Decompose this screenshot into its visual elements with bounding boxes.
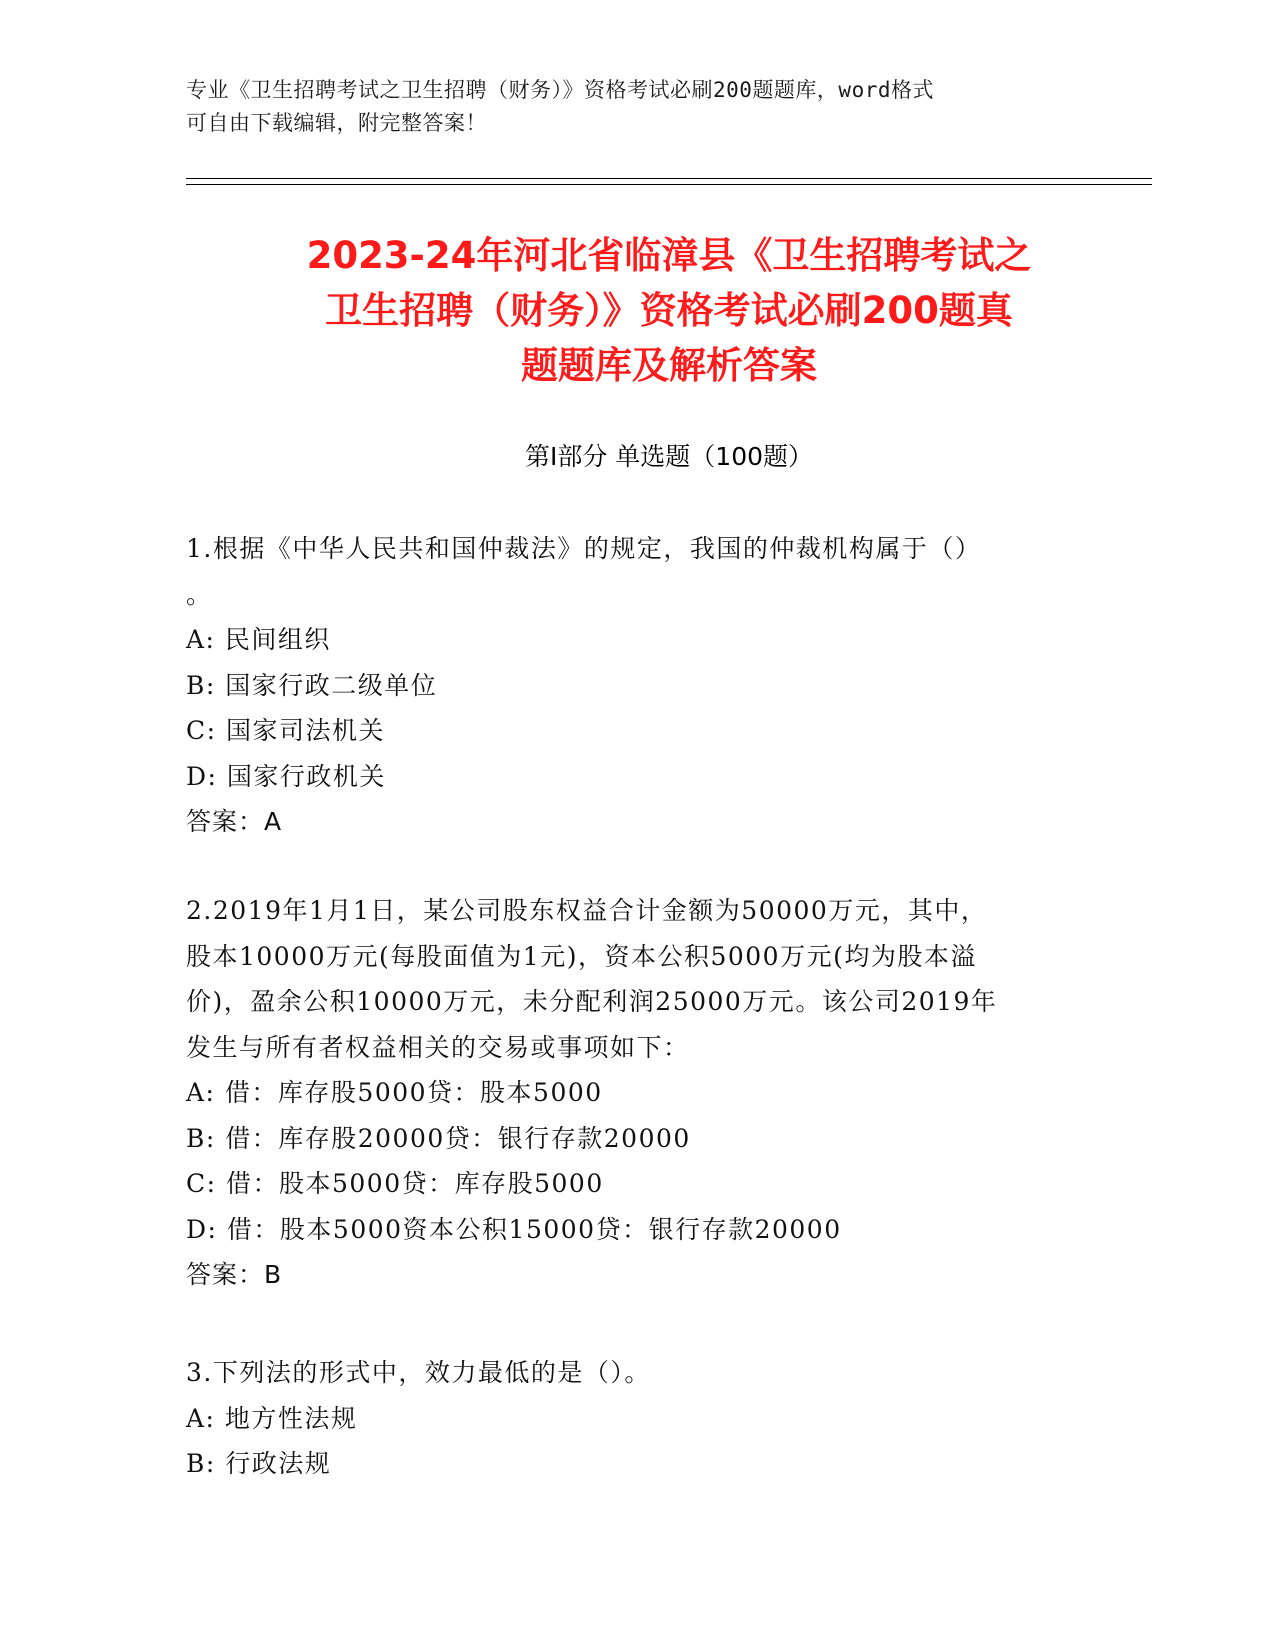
header-note: [186, 74, 1066, 140]
answer: 答案：A: [186, 807, 283, 836]
document-title-line: 卫生招聘（财务）》资格考试必刷200题真: [325, 289, 1013, 332]
question-2: [186, 888, 1066, 1298]
answer: 答案：B: [186, 1260, 283, 1289]
option-c: C: 借：股本5000贷：库存股5000: [186, 1169, 604, 1198]
question-stem: 1.根据《中华人民共和国仲裁法》的规定，我国的仲裁机构属于（）: [186, 534, 982, 563]
option-a: A: 借：库存股5000贷：股本5000: [186, 1078, 603, 1107]
question-stem: 2.2019年1月1日，某公司股东权益合计金额为50000万元，其中，: [186, 896, 988, 925]
header-divider: [186, 178, 1152, 179]
question-3: [186, 1350, 1066, 1487]
question-stem: 股本10000万元(每股面值为1元)，资本公积5000万元(均为股本溢: [186, 941, 977, 971]
question-stem: 价)，盈余公积10000万元，未分配利润25000万元。该公司2019年: [186, 987, 998, 1016]
option-d: D: 国家行政机关: [186, 761, 386, 791]
document-title: [186, 228, 1152, 393]
option-b: B: 行政法规: [186, 1449, 332, 1478]
header-divider: [186, 184, 1152, 185]
question-stem: 。: [186, 579, 213, 609]
document-title-line: 2023-24年河北省临漳县《卫生招聘考试之: [306, 234, 1032, 277]
option-b: B: 国家行政二级单位: [186, 670, 438, 700]
option-c: C: 国家司法机关: [186, 716, 385, 745]
document-title-line: 题题库及解析答案: [521, 344, 817, 387]
section-title: 第Ⅰ部分 单选题（100题）: [524, 442, 814, 471]
option-a: A: 民间组织: [186, 625, 331, 654]
option-d: D: 借：股本5000资本公积15000贷：银行存款20000: [186, 1214, 842, 1244]
option-a: A: 地方性法规: [186, 1403, 358, 1433]
question-1: [186, 526, 1066, 845]
header-note-line: 专业《卫生招聘考试之卫生招聘（财务）》资格考试必刷200题题库，word格式: [186, 78, 934, 102]
question-stem: 3.下列法的形式中，效力最低的是（）。: [186, 1358, 651, 1387]
question-stem: 发生与所有者权益相关的交易或事项如下：: [186, 1032, 690, 1062]
option-b: B: 借：库存股20000贷：银行存款20000: [186, 1123, 691, 1153]
header-note-line: 可自由下载编辑，附完整答案！: [186, 111, 487, 135]
